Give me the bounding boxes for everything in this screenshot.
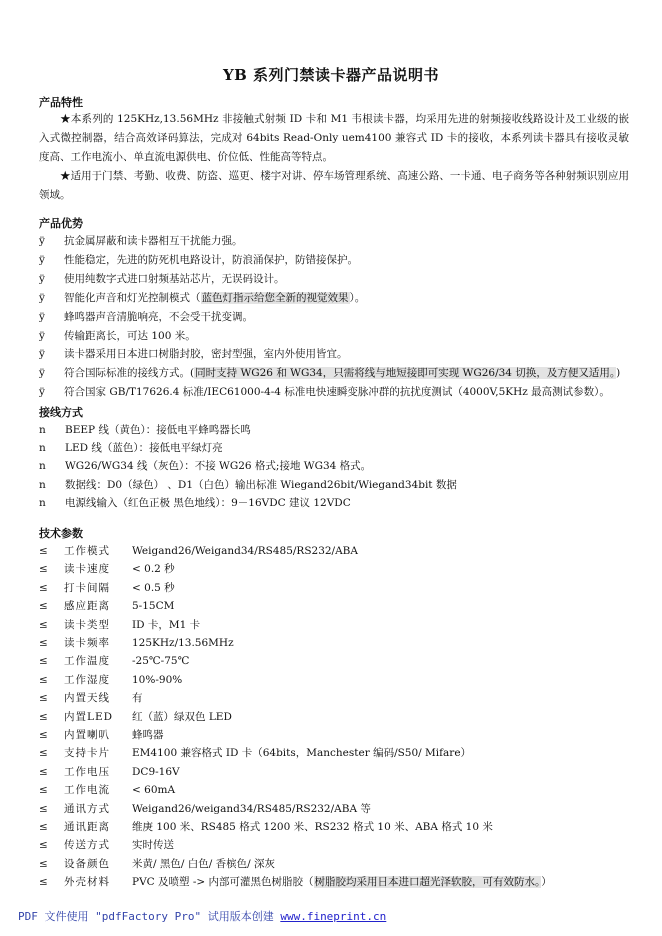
spec-value-main: EM4100 兼容格式 ID 卡（64bits，Manchester 编码/S50/ Mifare） — [132, 747, 472, 760]
bullet-marker: ≤ — [39, 655, 48, 668]
spec-row — [39, 656, 649, 675]
spec-value — [132, 804, 371, 815]
advantage-item — [39, 274, 649, 293]
spec-row — [39, 822, 649, 841]
bullet-marker: ≤ — [39, 673, 48, 686]
specs-heading: 技术参数 — [39, 527, 83, 540]
spec-row — [39, 859, 649, 878]
spec-value — [132, 583, 175, 594]
advantage-text — [64, 349, 348, 360]
bullet-marker: ÿ — [39, 253, 45, 266]
spec-name: 通讯方式 — [64, 802, 110, 815]
advantage-text-main: 符合国家 GB/T17626.4 标准/IEC61000-4-4 标准电快速瞬变脉冲群的抗扰度测试（4000V,5KHz 最高测试参数）。 — [64, 386, 610, 399]
spec-name: 读卡频率 — [64, 637, 110, 649]
spec-name: 工作电压 — [64, 765, 110, 778]
spec-value — [132, 693, 143, 704]
spec-row — [39, 601, 649, 620]
spec-name: 内置喇叭 — [64, 729, 110, 741]
spec-name: 感应距离 — [64, 600, 110, 613]
spec-value — [132, 656, 189, 667]
advantages-heading: 产品优势 — [39, 217, 83, 230]
spec-value-main: 125KHz/13.56MHz — [132, 637, 234, 649]
advantage-text — [64, 368, 620, 379]
bullet-marker: ≤ — [39, 765, 48, 778]
spec-value-main: DC9-16V — [132, 765, 180, 778]
features-paragraph-2: ★适用于门禁、考勤、收费、防盗、巡更、楼宇对讲、停车场管理系统、高速公路、一卡通、电子商务等各种射频识别应用领域。 — [39, 170, 629, 201]
advantage-text-main: 蜂鸣器声音清脆响亮，不会受干扰变调。 — [64, 310, 253, 323]
advantage-item — [39, 349, 649, 368]
spec-value-main: 有 — [132, 692, 143, 705]
bullet-marker: n — [39, 496, 46, 509]
spec-row — [39, 748, 649, 767]
advantage-text — [64, 255, 358, 266]
advantage-text — [64, 274, 285, 285]
bullet-marker: ≤ — [39, 563, 48, 576]
wiring-heading: 接线方式 — [39, 406, 83, 419]
bullet-marker: ÿ — [39, 272, 45, 285]
spec-value — [132, 767, 180, 778]
spec-name: 设备颜色 — [64, 857, 110, 870]
wiring-item — [39, 498, 649, 517]
spec-value-main: 实时传送 — [132, 839, 174, 852]
spec-value — [132, 638, 234, 649]
wiring-item — [39, 461, 649, 480]
advantage-item — [39, 331, 649, 350]
advantage-text — [64, 387, 610, 398]
footer-text: PDF 文件使用 "pdfFactory Pro" 试用版本创建 — [18, 910, 281, 923]
spec-value-main: PVC 及喷塑 -> 内部可灌黑色树脂胶（ — [132, 876, 314, 889]
spec-value — [132, 601, 174, 612]
spec-value-main: -25℃-75℃ — [132, 655, 190, 668]
spec-value — [132, 730, 164, 741]
spec-value-main: 蜂鸣器 — [132, 729, 164, 741]
spec-value — [132, 748, 471, 759]
wiring-text: WG26/WG34 线（灰色）：不接 WG26 格式;接地 WG34 格式。 — [65, 460, 372, 473]
spec-name: 外壳材料 — [64, 876, 110, 889]
spec-value — [132, 840, 174, 851]
features-heading: 产品特性 — [39, 96, 83, 109]
wiring-text: BEEP 线（黄色）：接低电平蜂鸣器长鸣 — [65, 424, 251, 436]
bullet-marker: ≤ — [39, 692, 48, 705]
spec-row — [39, 546, 649, 565]
advantage-text — [64, 312, 253, 323]
advantage-text-main: 性能稳定，先进的防死机电路设计，防浪涌保护，防错接保护。 — [64, 253, 358, 266]
spec-row — [39, 804, 649, 823]
spec-name: 内置LED — [64, 710, 114, 723]
advantage-item — [39, 312, 649, 331]
bullet-marker: ÿ — [39, 235, 45, 247]
advantage-text — [64, 331, 196, 342]
advantage-item — [39, 387, 649, 406]
spec-value — [132, 877, 552, 888]
bullet-marker: ÿ — [39, 348, 45, 361]
spec-value — [132, 785, 175, 796]
advantage-item — [39, 255, 649, 274]
bullet-marker: n — [39, 442, 46, 455]
spec-name: 工作模式 — [64, 545, 110, 557]
bullet-marker: ≤ — [39, 747, 48, 760]
features-paragraph-1: ★本系列的 125KHz,13.56MHz 非接触式射频 ID 卡和 M1 韦根读卡器，均采用先进的射频接收线路设计及工业级的嵌入式微控制器，结合高效译码算法，完成对 64bits Read-Only uem4100 兼容式 ID 卡的接收，本系列读卡器具有接收灵敏度高、工作电流小、单直流电源供电、价位低、性能高等特点。 — [39, 113, 629, 163]
advantage-text-main: 读卡器采用日本进口树脂封胶，密封型强，室内外使用皆宜。 — [64, 348, 348, 361]
spec-row — [39, 564, 649, 583]
spec-value-main: Weigand26/Weigand34/RS485/RS232/ABA — [132, 545, 358, 557]
bullet-marker: ≤ — [39, 710, 48, 723]
spec-value-main: < 0.5 秒 — [132, 581, 175, 594]
bullet-marker: ≤ — [39, 857, 48, 870]
spec-name: 工作电流 — [64, 784, 110, 797]
advantage-text-main: 符合国际标准的接线方式。( — [64, 367, 195, 380]
spec-value-main: 5-15CM — [132, 600, 175, 613]
wiring-item — [39, 480, 649, 499]
spec-name: 内置天线 — [64, 692, 110, 705]
bullet-marker: n — [39, 460, 46, 473]
bullet-marker: ≤ — [39, 545, 48, 557]
spec-name: 支持卡片 — [64, 747, 110, 760]
spec-row — [39, 620, 649, 639]
footer-link[interactable]: www.fineprint.cn — [280, 910, 387, 923]
bullet-marker: ≤ — [39, 839, 48, 852]
spec-value — [132, 546, 358, 557]
spec-row — [39, 638, 649, 657]
spec-row — [39, 840, 649, 859]
bullet-marker: n — [39, 424, 46, 436]
spec-name: 工作湿度 — [64, 673, 110, 686]
spec-row — [39, 785, 649, 804]
wiring-text: LED 线（蓝色）：接低电平绿灯亮 — [65, 442, 223, 455]
wiring-text: 电源线输入（红色正极 黑色地线）：9－16VDC 建议 12VDC — [65, 496, 351, 509]
spec-row — [39, 693, 649, 712]
spec-value — [132, 822, 493, 833]
spec-row — [39, 583, 649, 602]
spec-name: 工作温度 — [64, 655, 110, 668]
spec-value-main: 维庚 100 米、RS485 格式 1200 米、RS232 格式 10 米、ABA 格式 10 米 — [132, 821, 493, 833]
advantage-item — [39, 368, 649, 387]
advantage-text-main: 智能化声音和灯光控制模式（ — [64, 291, 201, 304]
document-title: YB 系列门禁读卡器产品说明书 — [222, 66, 440, 84]
advantage-text-main: 使用纯数字式进口射频基站芯片，无误码设计。 — [64, 272, 285, 285]
bullet-marker: n — [39, 478, 46, 491]
advantage-text-after: ) — [616, 367, 621, 380]
bullet-marker: ≤ — [39, 821, 48, 833]
spec-value — [132, 564, 175, 575]
advantage-text — [64, 236, 243, 247]
spec-value — [132, 712, 232, 723]
spec-row — [39, 767, 649, 786]
bullet-marker: ≤ — [39, 637, 48, 649]
spec-value-main: 红（蓝）绿双色 LED — [132, 710, 232, 723]
spec-row — [39, 675, 649, 694]
spec-name: 读卡速度 — [64, 563, 110, 576]
spec-value-main: < 0.2 秒 — [132, 563, 175, 576]
advantage-text — [64, 293, 365, 304]
bullet-marker: ÿ — [39, 291, 45, 304]
bullet-marker: ≤ — [39, 876, 48, 889]
spec-highlight: 树脂胶均采用日本进口超光泽软胶，可有效防水。 — [314, 876, 541, 889]
advantage-highlight: 同时支持 WG26 和 WG34，只需将线与地短接即可实现 WG26/34 切换，及方便又适用。 — [195, 367, 616, 380]
advantage-text-main: 抗金属屏蔽和读卡器相互干扰能力强。 — [64, 235, 243, 247]
bullet-marker: ≤ — [39, 600, 48, 613]
advantage-highlight: 蓝色灯指示给您全新的视觉效果 — [201, 291, 349, 304]
spec-value-main: ID 卡，M1 卡 — [132, 618, 201, 631]
advantage-text-after: ）。 — [349, 291, 366, 304]
advantage-item — [39, 293, 649, 312]
advantage-text-main: 传输距离长，可达 100 米。 — [64, 329, 196, 342]
bullet-marker: ≤ — [39, 729, 48, 741]
spec-name: 传送方式 — [64, 839, 110, 852]
spec-name: 通讯距离 — [64, 821, 110, 833]
bullet-marker: ≤ — [39, 581, 48, 594]
spec-row — [39, 712, 649, 731]
bullet-marker: ≤ — [39, 784, 48, 797]
spec-name: 读卡类型 — [64, 618, 110, 631]
bullet-marker: ÿ — [39, 329, 45, 342]
spec-name: 打卡间隔 — [64, 581, 110, 594]
spec-value-main: 米黄/ 黑色/ 白色/ 香槟色/ 深灰 — [132, 857, 276, 870]
wiring-text: 数据线：D0（绿色） 、D1（白色）输出标准 Wiegand26bit/Wiegand34bit 数据 — [65, 478, 457, 491]
spec-value — [132, 620, 200, 631]
bullet-marker: ≤ — [39, 802, 48, 815]
spec-value-main: Weigand26/weigand34/RS485/RS232/ABA 等 — [132, 802, 371, 815]
spec-value — [132, 859, 275, 870]
spec-value — [132, 675, 182, 686]
bullet-marker: ÿ — [39, 386, 45, 399]
bullet-marker: ÿ — [39, 367, 45, 380]
advantage-item — [39, 236, 649, 255]
bullet-marker: ≤ — [39, 618, 48, 631]
spec-value-after: ） — [541, 876, 552, 889]
spec-value-main: 10%-90% — [132, 673, 183, 686]
pdf-footer — [18, 911, 386, 922]
spec-row — [39, 877, 649, 896]
spec-value-main: < 60mA — [132, 784, 176, 797]
bullet-marker: ÿ — [39, 310, 45, 323]
